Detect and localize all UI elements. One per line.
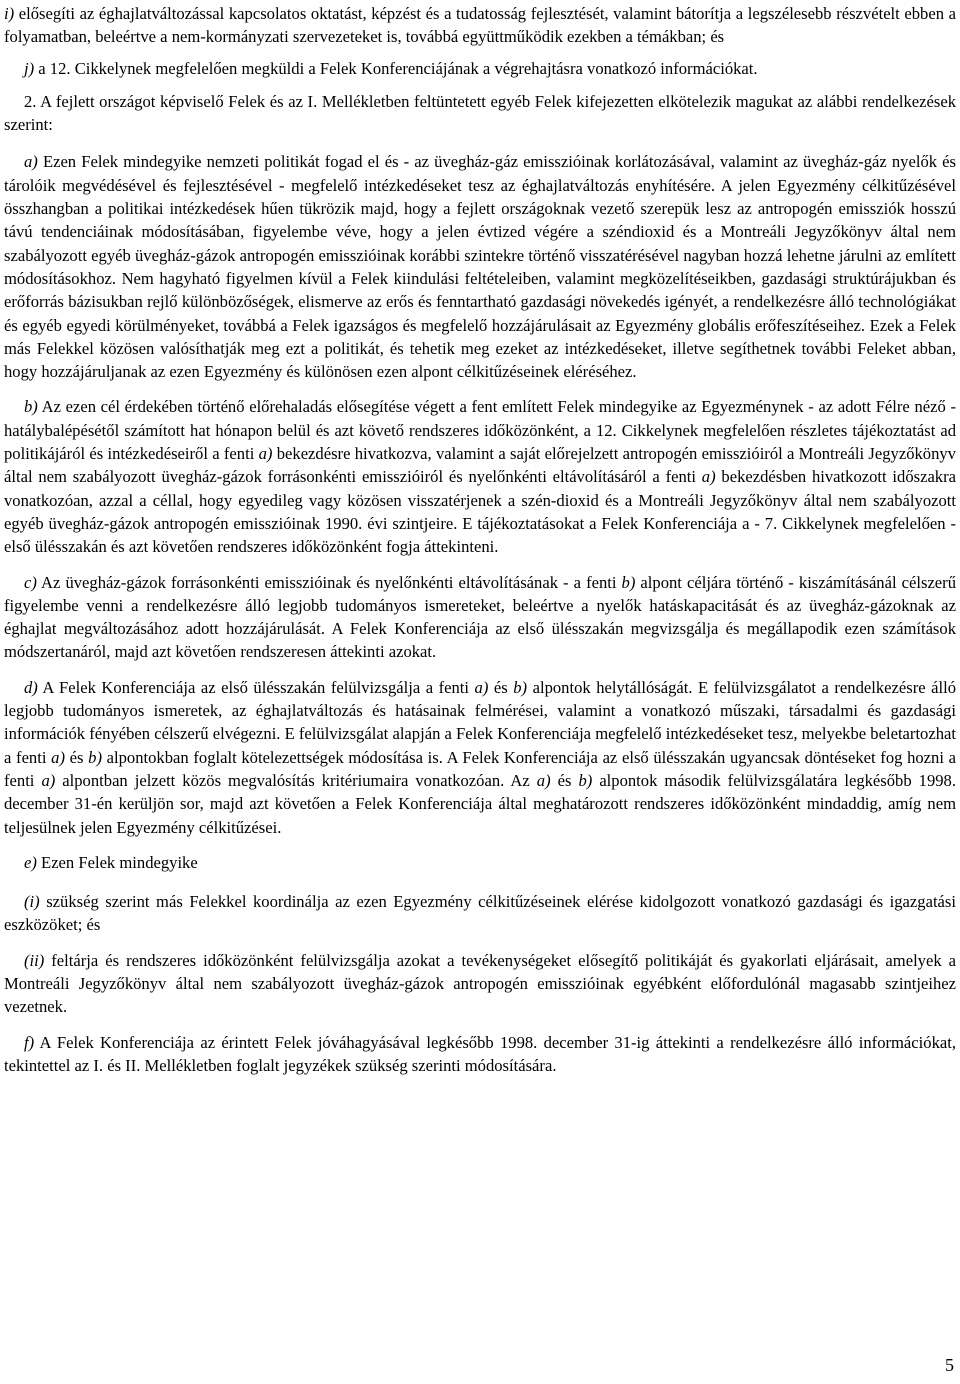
paragraph-j (4, 57, 956, 80)
paragraph-e-ii (4, 949, 956, 1019)
paragraph-2 (4, 90, 956, 137)
page-number: 5 (945, 1355, 954, 1375)
paragraph-text: alpontok második felülvizsgálatára legkésőbb 1998. december 31-én kerüljön sor, majd azt követően a Felek Konferenciája által meghatározott rendszeres időközönként mindaddig, amíg nem teljesülnek jelen Egyezmény célkitűzései. (4, 770, 956, 837)
paragraph-text: Az üvegház-gázok forrásonkénti emisszióinak és nyelőnkénti eltávolításának - a fenti (36, 572, 622, 592)
cross-reference: a) (701, 467, 716, 487)
paragraph-text: és (488, 677, 514, 697)
cross-reference: a) (51, 747, 65, 767)
paragraph-text: és (64, 747, 89, 767)
paragraph-c (4, 571, 956, 664)
paragraph-a (4, 150, 956, 383)
item-marker: b) (24, 397, 38, 417)
item-marker: i) (4, 4, 15, 23)
paragraph-text: a 12. Cikkelynek megfelelően megküldi a Felek Konferenciájának a végrehajtásra vonatkozó információkat. (34, 58, 758, 78)
paragraph-text: elősegíti az éghajlatváltozással kapcsolatos oktatást, képzést és a tudatosság fejlesztését, valamint bátorítja a legszélesebb részvételt ebben a folyamatban, beleértve a nem-kormányzati szervezeteket is, továbbá együttműködik ezekben a témákban; és (4, 4, 956, 47)
paragraph-text: Ezen Felek mindegyike nemzeti politikát fogad el és - az üvegház-gáz emisszióinak korlátozásával, valamint az üvegház-gáz nyelők és tárolóik megvédésével és fejlesztésével - megfelelő intézkedéseket tesz az éghajlatváltozás enyhítésére. A jelen Egyezmény célkitűzésével összhangban a politikai intézkedések hűen tükrözik majd, hogy a fejlett országoknak vezető szerepük lesz az antropogén emissziók hosszú távú tendenciáinak módosításában, figyelembe véve, hogy a jelen évtized végére a széndioxid és a Montreáli Jegyzőkönyv által nem szabályozott egyéb üvegház-gázok antropogén emisszióinak korábbi szintekre történő visszatérésével nagyban hozzá lehetne járulni az említett módosításokhoz. Nem hagyható figyelmen kívül a Felek kiindulási feltételeiben, valamint megközelítéseikben, gazdasági struktúrájukban és erőforrás bázisukban rejlő különbözőségek, elismerve az erős és fenntartható gazdasági növekedés igényét, a rendelkezésre álló technológiákat és egyéb egyedi körülményeket, továbbá a Felek igazságos és megfelelő hozzájárulásait az Egyezmény globális erőfeszítéseihez. Ezek a Felek más Felekkel közösen valósíthatják meg ezt a politikát, és tehetik meg ezeket az intézkedéseket, illetve segíthetnek további Feleket abban, hogy hozzájáruljanak az ezen Egyezmény és különösen ezen alpont célkitűzéseinek eléréséhez. (4, 152, 956, 382)
cross-reference: b) (88, 747, 102, 767)
paragraph-text: alpontban jelzett közös megvalósítás kritériumaira vonatkozóan. Az (55, 770, 537, 790)
paragraph-text: A Felek Konferenciája az első ülésszakán felülvizsgálja a fenti (37, 677, 475, 697)
cross-reference: a) (474, 677, 489, 697)
paragraph-text: szükség szerint más Felekkel koordinálja az ezen Egyezmény célkitűzéseinek elérése kidolgozott vonatkozó gazdasági és igazgatási eszközöket; és (4, 892, 956, 935)
item-marker: (i) (24, 892, 40, 912)
cross-reference: a) (536, 770, 551, 790)
paragraph-text: 2. A fejlett országot képviselő Felek és az I. Mellékletben feltüntetett egyéb Felek kifejezetten elkötelezik magukat az alábbi rendelkezések szerint: (4, 91, 956, 135)
paragraph-text: bekezdésre hivatkozva, valamint a saját előrejelzett antropogén emisszióiról a Montreáli Jegyzőkönyv által nem szabályozott üvegház-gázok forrásonkénti emisszióiról és nyelőnkénti eltávolításáról a fenti (4, 444, 956, 487)
item-marker: d) (24, 677, 38, 697)
item-marker: e) (24, 852, 37, 872)
paragraph-text: alpont céljára történő - kiszámításánál célszerű figyelembe venni a rendelkezésre álló legjobb tudományos ismereteket, beleértve a nyelők hatáskapacitását és az üvegház-gázoknak az éghajlat megváltozásához adott hozzájárulását. A Felek Konferenciája az első ülésszakán megvizsgálja és megállapodik ezen számítások módszertanáról, majd azt követően rendszeresen áttekinti azokat. (4, 572, 956, 662)
paragraph-d (4, 676, 956, 839)
item-marker: (ii) (24, 950, 45, 970)
document-page (4, 2, 956, 1089)
cross-reference: b) (578, 770, 593, 790)
paragraph-e (4, 851, 956, 874)
paragraph-text: alpontok helytállóságát. E felülvizsgálatot a rendelkezésre álló legjobb tudományos ismeretek, az éghajlatváltozás és hatásainak felmérései, valamint a vonatkozó műszaki, társadalmi és gazdasági információk fényében célszerű elvégezni. E felülvizsgálat alapján a Felek Konferenciája megfelelő intézkedéseket tesz, melyekbe beletartozhat a fenti (4, 677, 956, 767)
item-marker: j) (24, 58, 35, 78)
paragraph-text: Az ezen cél érdekében történő előrehaladás elősegítése végett a fent említett Felek mindegyike az Egyezménynek - az adott Félre néző - hatálybalépésétől számított hat hónapon belül és azt követő rendszeres időközönként, a 12. Cikkelynek megfelelően részletes tájékoztatást ad politikájáról és intézkedéseiről a fenti (4, 397, 956, 464)
item-marker: a) (24, 152, 38, 172)
paragraph-text: bekezdésben hivatkozott időszakra vonatkozóan, azzal a céllal, hogy egyedileg vagy közösen visszatérjenek a szén-dioxid és a Montreáli Jegyzőkönyv által nem szabályozott egyéb üvegház-gázok antropogén emisszióinak 1990. évi szintjeire. E tájékoztatásokat a Felek Konferenciája a - 7. Cikkelynek megfelelően - első ülésszakán és azt követően rendszeres időközönként fogja áttekinteni. (4, 467, 956, 557)
paragraph-e-i (4, 890, 956, 937)
cross-reference: a) (258, 444, 273, 464)
paragraph-text: és (550, 770, 579, 790)
cross-reference: a) (41, 770, 56, 790)
cross-reference: b) (513, 677, 528, 697)
paragraph-f (4, 1031, 956, 1078)
paragraph-b (4, 395, 956, 558)
item-marker: f) (24, 1032, 35, 1052)
item-marker: c) (24, 572, 37, 592)
paragraph-i (4, 2, 956, 49)
cross-reference: b) (621, 572, 636, 592)
paragraph-text: feltárja és rendszeres időközönként felülvizsgálja azokat a tevékenységeket elősegítő politikáját és gyakorlati eljárásait, amelyek a Montreáli Jegyzőkönyv által nem szabályozott üvegház-gázok antropogén emisszióinak egyébként előfordulónál magasabb szintjeihez vezetnek. (4, 950, 956, 1017)
paragraph-text: alpontokban foglalt kötelezettségek módosítása is. A Felek Konferenciája az első ülésszakán ugyancsak döntéseket fog hozni a fenti (4, 747, 956, 790)
paragraph-text: A Felek Konferenciája az érintett Felek jóváhagyásával legkésőbb 1998. december 31-ig áttekinti a rendelkezésre álló információkat, tekintettel az I. és II. Mellékletben foglalt jegyzékek szükség szerinti módosítására. (4, 1032, 956, 1075)
paragraph-text: Ezen Felek mindegyike (36, 852, 198, 872)
